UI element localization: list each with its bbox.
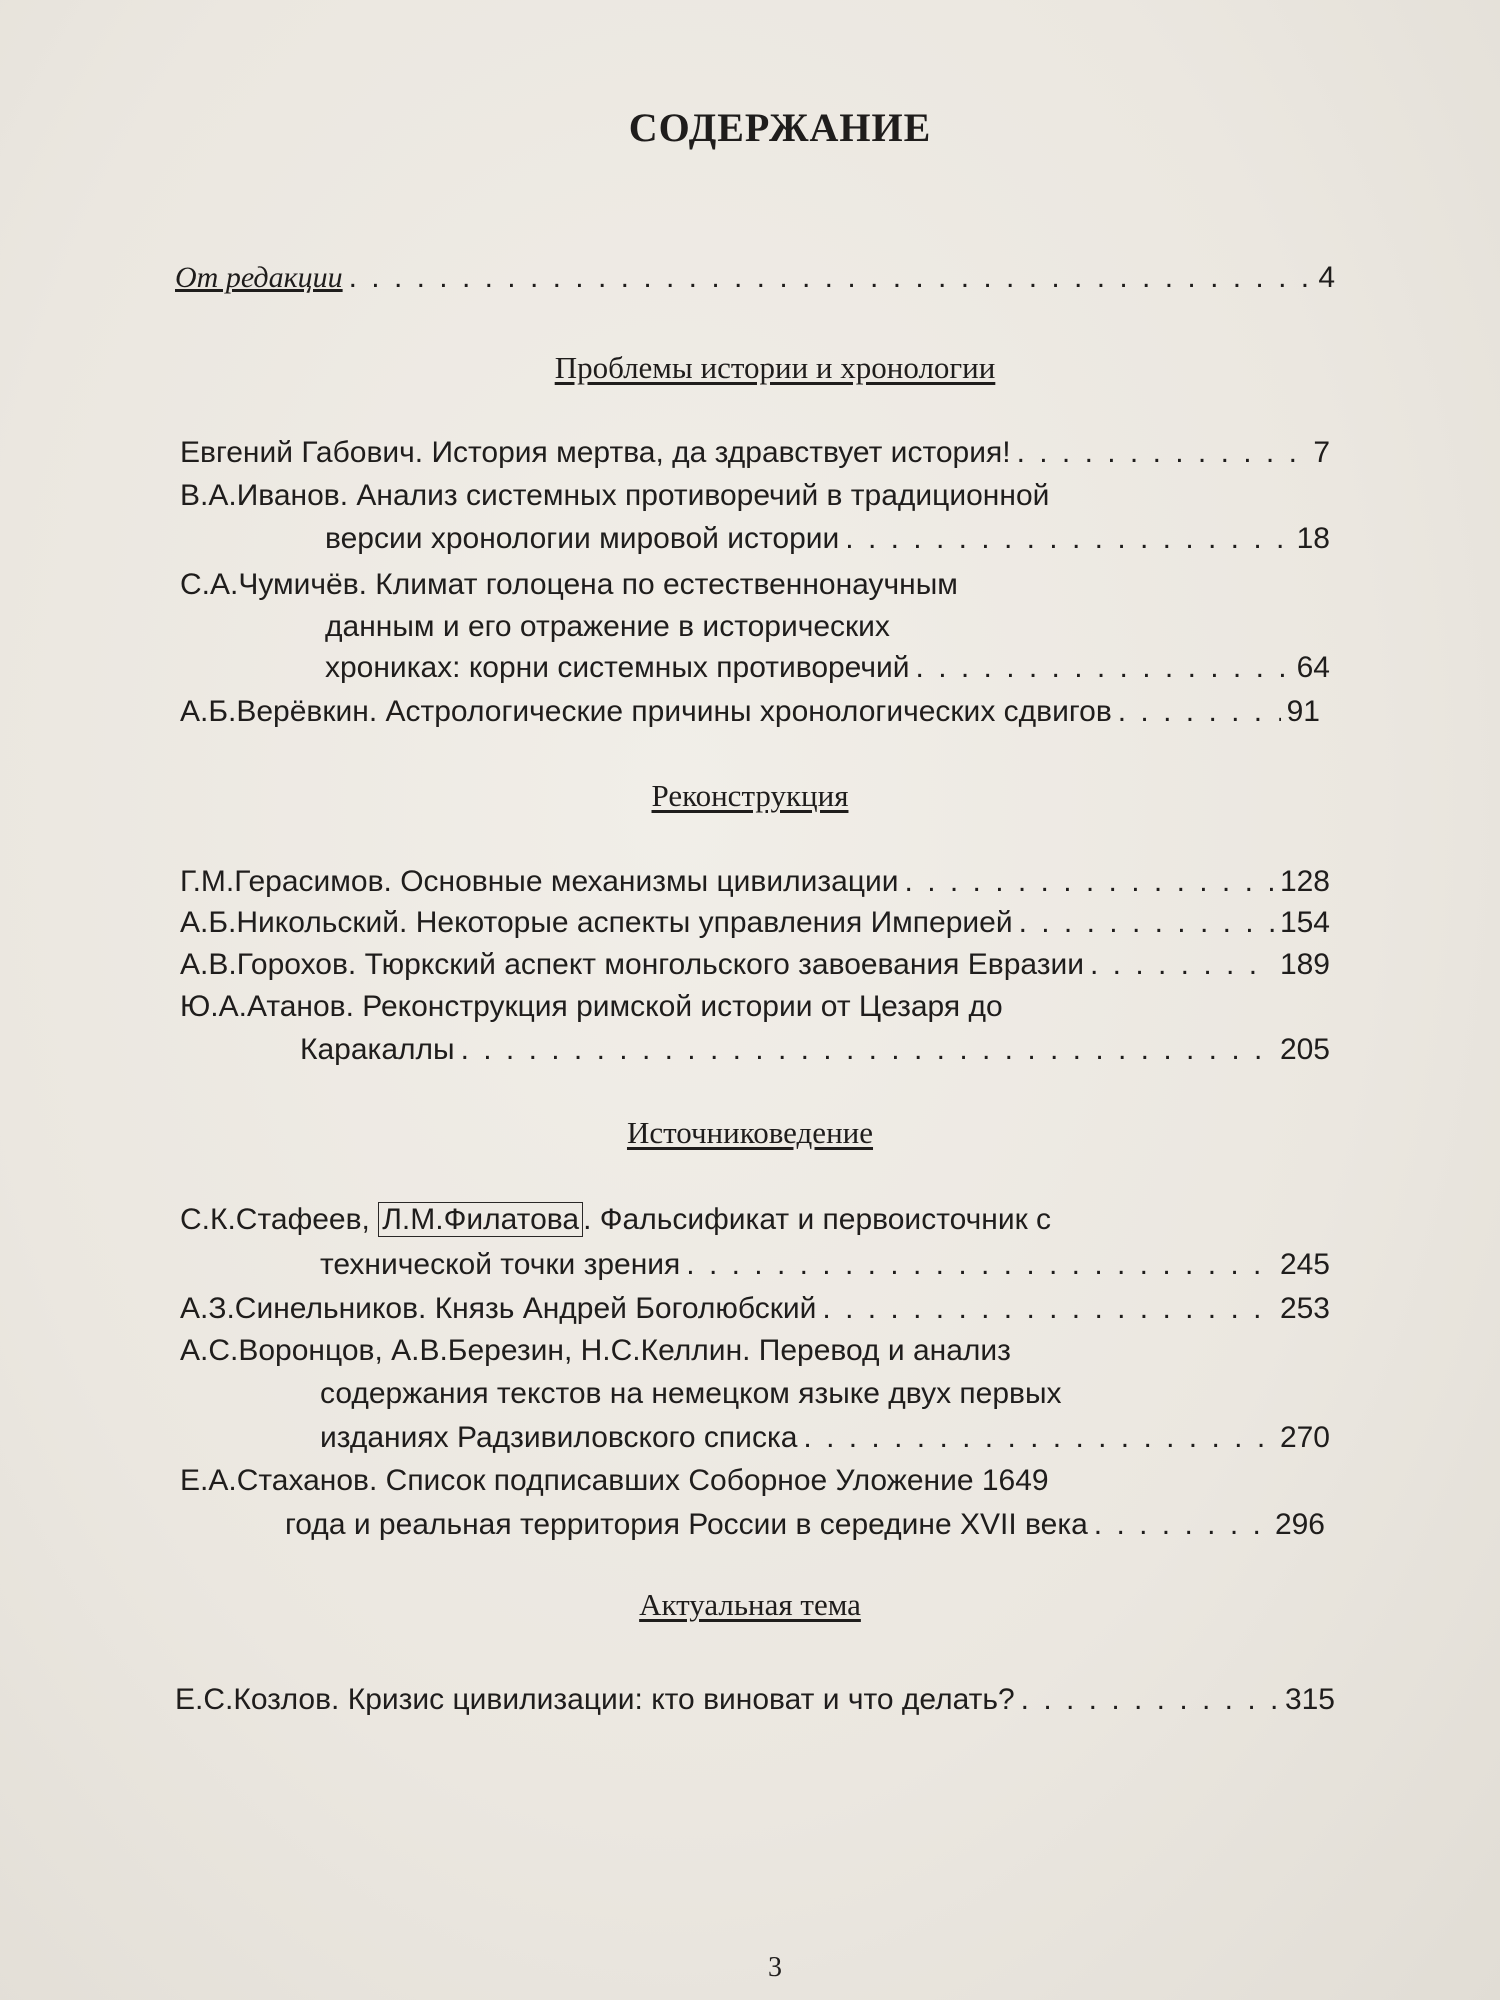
toc-page-number: 189: [1279, 948, 1330, 981]
toc-page-number: 245: [1279, 1248, 1330, 1281]
toc-entry-line: данным и его отражение в исторических: [325, 610, 890, 643]
toc-entry-line: А.С.Воронцов, А.В.Березин, Н.С.Келлин. Перевод и анализ: [180, 1334, 1011, 1367]
dot-leader: [803, 1418, 1274, 1458]
toc-entry: [285, 1505, 1325, 1545]
toc-entry-title: версии хронологии мировой истории: [325, 522, 840, 555]
toc-entry: [320, 1418, 1330, 1458]
toc-page-number: 270: [1279, 1421, 1330, 1454]
toc-page-number: 4: [1318, 261, 1335, 294]
toc-entry: [180, 433, 1330, 473]
dot-leader: [1090, 945, 1274, 985]
toc-page-number: 296: [1274, 1508, 1325, 1541]
toc-entry-title: А.Б.Никольский. Некоторые аспекты управления Империей: [180, 906, 1013, 939]
dot-leader: [1118, 692, 1281, 732]
toc-page-number: 154: [1279, 906, 1330, 939]
toc-entry: [180, 945, 1330, 985]
toc-page-number: 7: [1313, 436, 1330, 469]
entry-title-part: . Фальсификат и первоисточник с: [583, 1203, 1052, 1236]
toc-entry-title: Е.С.Козлов. Кризис цивилизации: кто виноват и что делать?: [175, 1683, 1015, 1716]
toc-entry-line: [180, 1200, 1051, 1240]
dot-leader: [461, 1030, 1274, 1070]
toc-page-number: 128: [1279, 865, 1330, 898]
toc-entry-line: содержания текстов на немецком языке двух первых: [320, 1377, 1062, 1410]
dot-leader: [1017, 433, 1308, 473]
toc-entry: [325, 519, 1330, 559]
dot-leader: [349, 258, 1313, 298]
section-heading: Актуальная тема: [639, 1587, 861, 1622]
section-heading: Реконструкция: [651, 778, 849, 813]
toc-entry: [175, 1680, 1335, 1720]
toc-page-number: 253: [1279, 1292, 1330, 1325]
author-name: С.К.Стафеев,: [180, 1203, 379, 1236]
toc-entry-title: года и реальная территория России в середине XVII века: [285, 1508, 1088, 1541]
toc-entry-title: А.В.Горохов. Тюркский аспект монгольского завоевания Евразии: [180, 948, 1084, 981]
dot-leader: [845, 519, 1290, 559]
toc-entry-line: Е.А.Стаханов. Список подписавших Соборное Уложение 1649: [180, 1464, 1049, 1497]
dot-leader: [916, 648, 1291, 688]
toc-entry-title: хрониках: корни системных противоречий: [325, 651, 910, 684]
toc-page-number: 18: [1296, 522, 1330, 555]
toc-entry: [180, 862, 1330, 902]
toc-page-number: 64: [1296, 651, 1330, 684]
toc-entry: [300, 1030, 1330, 1070]
dot-leader: [1021, 1680, 1279, 1720]
toc-entry-line: С.А.Чумичёв. Климат голоцена по естественнонаучным: [180, 568, 958, 601]
toc-page-number: 205: [1279, 1033, 1330, 1066]
page-number: 3: [768, 1952, 782, 1983]
toc-entry: [180, 692, 1320, 732]
dot-leader: [686, 1245, 1274, 1285]
toc-entry-title: От редакции: [175, 261, 343, 294]
toc-entry-title: технической точки зрения: [320, 1248, 681, 1281]
toc-entry: [320, 1245, 1330, 1285]
toc-entry: [325, 648, 1330, 688]
toc-page-number: 315: [1284, 1683, 1335, 1716]
toc-entry-title: А.Б.Верёвкин. Астрологические причины хронологических сдвигов: [180, 695, 1112, 728]
toc-entry-line: В.А.Иванов. Анализ системных противоречий в традиционной: [180, 479, 1050, 512]
toc-entry: [180, 903, 1330, 943]
dot-leader: [822, 1289, 1274, 1329]
dot-leader: [905, 862, 1274, 902]
toc-entry-line: Ю.А.Атанов. Реконструкция римской истории от Цезаря до: [180, 990, 1003, 1023]
author-name-boxed: Л.М.Филатова: [378, 1202, 583, 1237]
toc-entry-editorial: [175, 258, 1335, 298]
toc-page-number: 91: [1286, 695, 1320, 728]
section-heading: Проблемы истории и хронологии: [554, 350, 996, 385]
toc-entry-title: Каракаллы: [300, 1033, 455, 1066]
toc-entry-title: изданиях Радзивиловского списка: [320, 1421, 798, 1454]
page-title: СОДЕРЖАНИЕ: [628, 105, 932, 150]
dot-leader: [1094, 1505, 1269, 1545]
dot-leader: [1019, 903, 1274, 943]
section-heading: Источниковедение: [626, 1115, 874, 1150]
toc-entry-title: Г.М.Герасимов. Основные механизмы цивилизации: [180, 865, 899, 898]
toc-entry-title: Евгений Габович. История мертва, да здравствует история!: [180, 436, 1011, 469]
toc-entry-title: А.З.Синельников. Князь Андрей Боголюбский: [180, 1292, 817, 1325]
toc-entry: [180, 1289, 1330, 1329]
